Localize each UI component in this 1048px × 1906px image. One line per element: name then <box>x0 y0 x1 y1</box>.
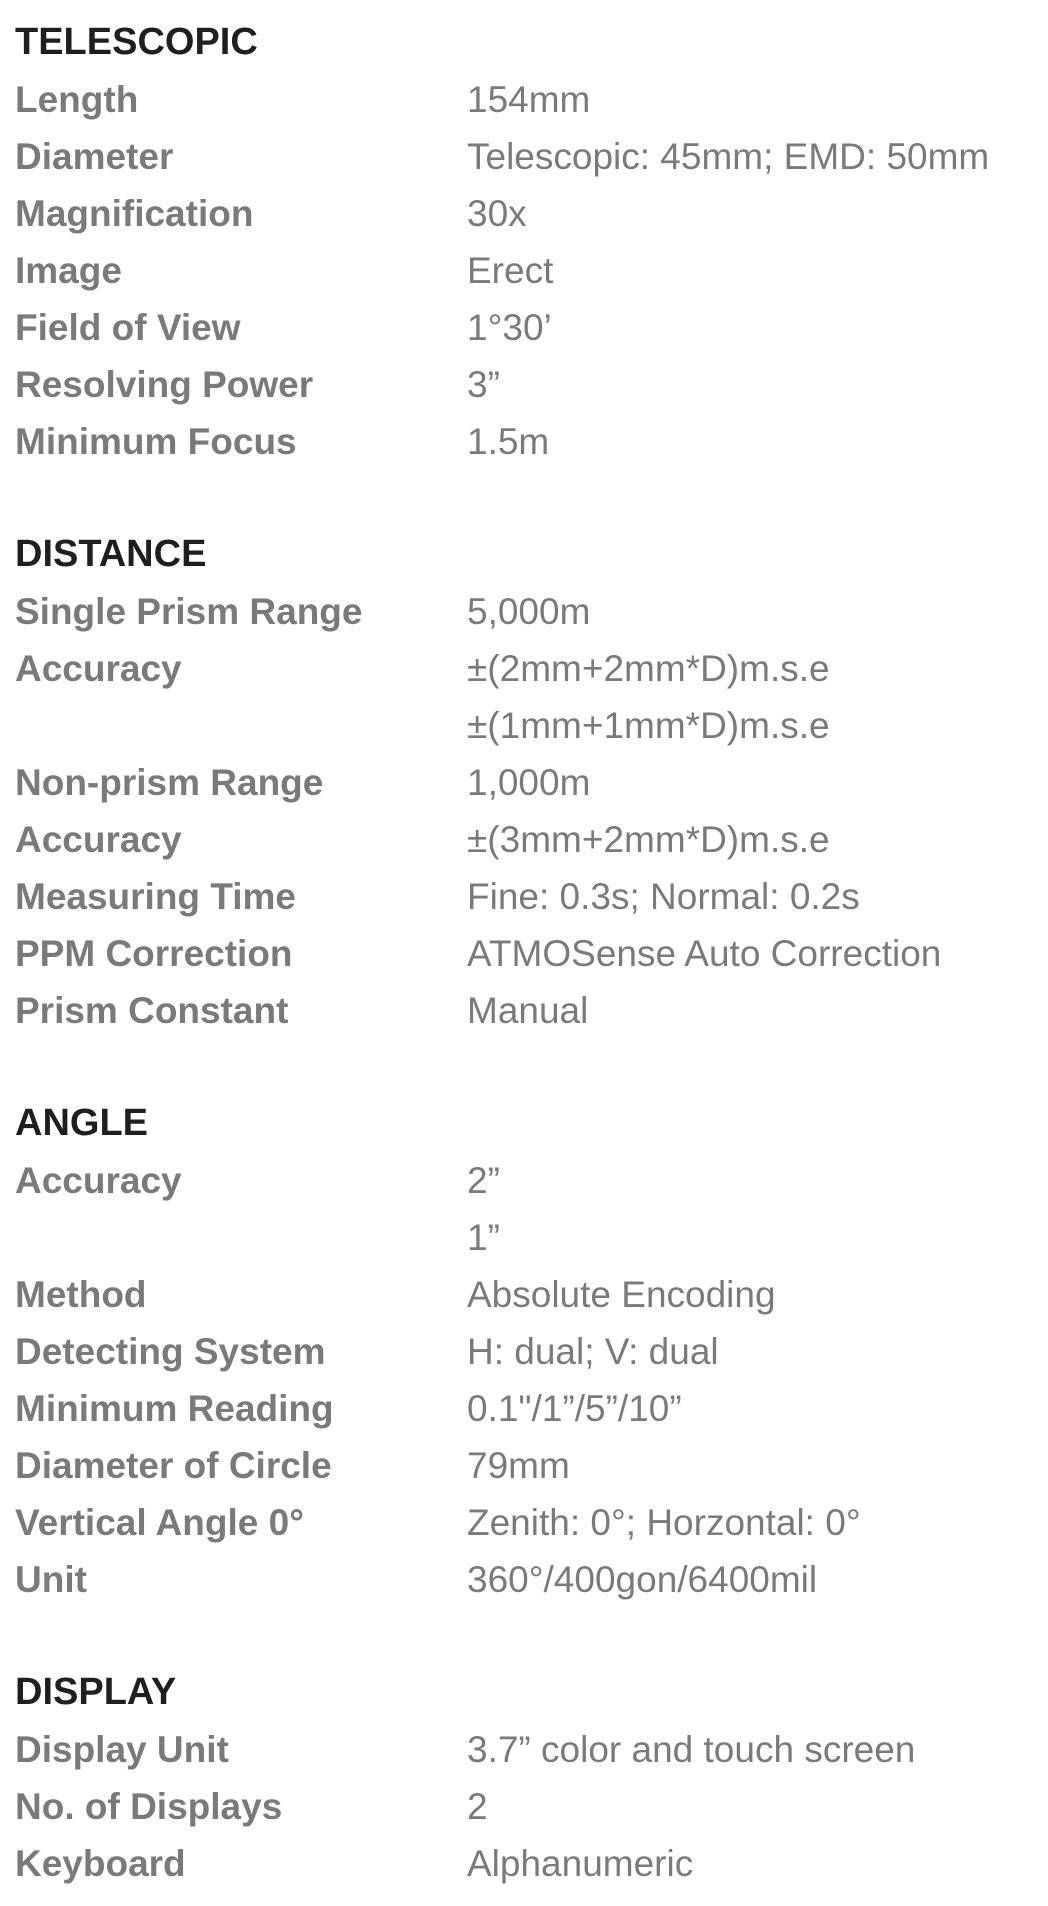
spec-label: Measuring Time <box>15 876 297 917</box>
spec-row <box>15 1323 1035 1380</box>
spec-value: ±(3mm+2mm*D)m.s.e <box>467 819 830 860</box>
spec-label: Non-prism Range <box>15 762 324 803</box>
spec-label: PPM Correction <box>15 933 293 974</box>
spec-label: Accuracy <box>15 1160 182 1201</box>
spec-row <box>15 754 1035 811</box>
spec-label: Vertical Angle 0° <box>15 1502 304 1543</box>
spec-value: Zenith: 0°; Horzontal: 0° <box>467 1502 861 1543</box>
spec-value: 3.7” color and touch screen <box>467 1729 916 1770</box>
spec-row <box>15 413 1035 470</box>
spec-label: Method <box>15 1274 147 1315</box>
spec-row <box>15 1152 1035 1209</box>
section-title: DISPLAY <box>15 1671 177 1713</box>
spec-label: Minimum Focus <box>15 421 297 462</box>
spec-value: 1” <box>467 1217 500 1258</box>
spec-value: 2” <box>467 1160 500 1201</box>
spec-value: Fine: 0.3s; Normal: 0.2s <box>467 876 860 917</box>
spec-value: 154mm <box>467 79 591 120</box>
spec-row <box>15 982 1035 1039</box>
spec-label: Resolving Power <box>15 364 314 405</box>
spec-row <box>15 128 1035 185</box>
spec-value: 0.1"/1”/5”/10” <box>467 1388 682 1429</box>
spec-row <box>15 868 1035 925</box>
spec-value: Erect <box>467 250 554 291</box>
spec-label: Detecting System <box>15 1331 326 1372</box>
section-title: DISTANCE <box>15 533 207 575</box>
section-angle <box>15 1095 1035 1608</box>
spec-row <box>15 185 1035 242</box>
spec-value: 1°30’ <box>467 307 552 348</box>
spec-row <box>15 640 1035 697</box>
section-telescopic <box>15 14 1035 470</box>
spec-row <box>15 242 1035 299</box>
spec-value: 79mm <box>467 1445 570 1486</box>
spec-value: 2 <box>467 1786 488 1827</box>
spec-row <box>15 1209 1035 1266</box>
section-title: TELESCOPIC <box>15 21 258 63</box>
spec-label: Length <box>15 79 139 120</box>
spec-value: H: dual; V: dual <box>467 1331 719 1372</box>
spec-label: Image <box>15 250 122 291</box>
spec-label: Accuracy <box>15 819 182 860</box>
spec-value: ±(2mm+2mm*D)m.s.e <box>467 648 830 689</box>
spec-row <box>15 811 1035 868</box>
spec-value: 30x <box>467 193 527 234</box>
spec-label: Minimum Reading <box>15 1388 334 1429</box>
spec-row <box>15 356 1035 413</box>
spec-row <box>15 697 1035 754</box>
spec-value: 1,000m <box>467 762 591 803</box>
spec-row <box>15 1778 1035 1835</box>
spec-row <box>15 1721 1035 1778</box>
spec-label <box>15 697 467 754</box>
spec-value: ATMOSense Auto Correction <box>467 933 942 974</box>
spec-value: Telescopic: 45mm; EMD: 50mm <box>467 136 990 177</box>
section-distance <box>15 526 1035 1039</box>
spec-row <box>15 1437 1035 1494</box>
spec-label: Diameter <box>15 136 174 177</box>
spec-label: No. of Displays <box>15 1786 283 1827</box>
spec-row <box>15 925 1035 982</box>
spec-label: Magnification <box>15 193 254 234</box>
spec-value: 3” <box>467 364 500 405</box>
spec-label: Keyboard <box>15 1843 186 1884</box>
spec-row <box>15 71 1035 128</box>
spec-label: Single Prism Range <box>15 591 363 632</box>
spec-value: ±(1mm+1mm*D)m.s.e <box>467 705 830 746</box>
spec-label: Field of View <box>15 307 241 348</box>
spec-value: 5,000m <box>467 591 591 632</box>
spec-label: Diameter of Circle <box>15 1445 332 1486</box>
spec-label <box>15 1209 467 1266</box>
spec-label: Unit <box>15 1559 87 1600</box>
spec-sheet <box>15 14 1035 1892</box>
spec-row <box>15 1494 1035 1551</box>
spec-value: Absolute Encoding <box>467 1274 776 1315</box>
spec-row <box>15 1380 1035 1437</box>
spec-label: Display Unit <box>15 1729 229 1770</box>
spec-row <box>15 1835 1035 1892</box>
section-display <box>15 1664 1035 1892</box>
spec-value: Alphanumeric <box>467 1843 694 1884</box>
spec-row <box>15 299 1035 356</box>
spec-label: Accuracy <box>15 648 182 689</box>
spec-label: Prism Constant <box>15 990 289 1031</box>
spec-row <box>15 583 1035 640</box>
spec-value: 360°/400gon/6400mil <box>467 1559 818 1600</box>
section-title: ANGLE <box>15 1102 148 1144</box>
spec-row <box>15 1266 1035 1323</box>
spec-value: 1.5m <box>467 421 550 462</box>
spec-row <box>15 1551 1035 1608</box>
spec-value: Manual <box>467 990 589 1031</box>
